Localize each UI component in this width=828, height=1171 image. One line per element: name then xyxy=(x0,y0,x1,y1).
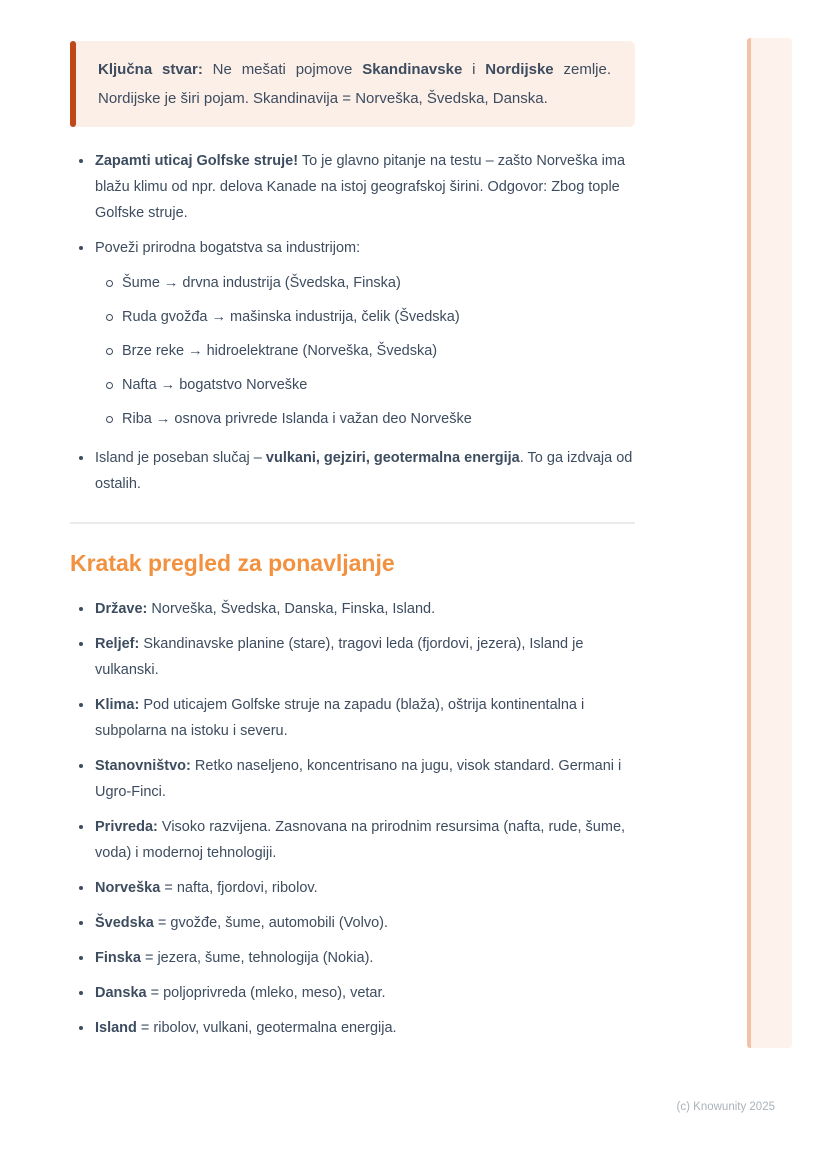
review-item-term: Države: xyxy=(95,601,148,617)
review-item-term: Danska xyxy=(95,985,147,1001)
review-list xyxy=(70,596,635,1041)
review-item-term: Norveška xyxy=(95,880,161,896)
review-item-text: = nafta, fjordovi, ribolov. xyxy=(160,880,318,896)
note-item-text: Island je poseban slučaj – xyxy=(95,450,266,466)
review-item-text: = poljoprivreda (mleko, meso), vetar. xyxy=(146,985,386,1001)
sub-item-text: Brze reke → hidroelektrane (Norveška, Švedska) xyxy=(122,343,438,359)
section-heading: Kratak pregled za ponavljanje xyxy=(70,550,395,576)
key-point-callout xyxy=(70,41,635,127)
sub-item-text: Riba → osnova privrede Islanda i važan deo Norveške xyxy=(122,411,472,427)
sub-item-text: Šume → drvna industrija (Švedska, Finska) xyxy=(122,275,401,291)
sub-item xyxy=(70,406,635,432)
review-item-text: = gvožđe, šume, automobili (Volvo). xyxy=(153,915,388,931)
review-item-text: Norveška, Švedska, Danska, Finska, Island. xyxy=(147,601,436,617)
note-item xyxy=(70,445,635,497)
review-item-term: Finska xyxy=(95,950,141,966)
note-item xyxy=(70,235,635,261)
review-item-term: Stanovništvo: xyxy=(95,758,191,774)
review-item-term: Klima: xyxy=(95,697,140,713)
review-item xyxy=(70,692,635,744)
note-item-text: To je glavno pitanje na testu – zašto Norveška ima blažu klimu od npr. delova Kanade na istoj geografskoj širini. Odgovor: Zbog tople Golfske struje. xyxy=(95,153,626,221)
callout-term-nordijske: Nordijske xyxy=(485,61,554,78)
review-item xyxy=(70,596,635,622)
review-item-term: Švedska xyxy=(95,915,154,931)
sub-item-text: Ruda gvožđa → mašinska industrija, čelik (Švedska) xyxy=(122,309,460,325)
review-item-text: Visoko razvijena. Zasnovana na prirodnim resursima (nafta, rude, šume, voda) i modernoj tehnologiji. xyxy=(95,819,626,861)
review-item-term: Reljef: xyxy=(95,636,140,652)
content-column xyxy=(70,41,635,1050)
callout-text: Ne mešati pojmove xyxy=(202,61,363,78)
review-item xyxy=(70,753,635,805)
review-item xyxy=(70,1015,635,1041)
notes-list xyxy=(70,148,635,497)
sub-item xyxy=(70,270,635,296)
sub-item-text: Nafta → bogatstvo Norveške xyxy=(122,377,308,393)
copyright-footer: (c) Knowunity 2025 xyxy=(676,1101,775,1113)
note-item-lead: Zapamti uticaj Golfske struje! xyxy=(95,153,299,169)
resources-sublist xyxy=(70,270,635,432)
review-item-term: Privreda: xyxy=(95,819,158,835)
review-item-text: Skandinavske planine (stare), tragovi leda (fjordovi, jezera), Island je vulkanski. xyxy=(95,636,584,678)
side-strip xyxy=(747,38,792,1048)
sub-item xyxy=(70,304,635,330)
review-item xyxy=(70,980,635,1006)
review-item xyxy=(70,875,635,901)
section-divider xyxy=(70,522,635,524)
callout-label: Ključna stvar: xyxy=(98,61,203,78)
review-item xyxy=(70,910,635,936)
review-item xyxy=(70,814,635,866)
review-item-text: = jezera, šume, tehnologija (Nokia). xyxy=(140,950,374,966)
callout-text: i xyxy=(462,61,486,78)
review-item xyxy=(70,631,635,683)
review-item-term: Island xyxy=(95,1020,137,1036)
note-item-bold: vulkani, gejziri, geotermalna energija xyxy=(265,450,520,466)
callout-term-skandinavske: Skandinavske xyxy=(362,61,463,78)
note-item-text: . To ga izdvaja od ostalih. xyxy=(95,450,633,492)
review-item xyxy=(70,945,635,971)
note-item-text: Poveži prirodna bogatstva sa industrijom: xyxy=(95,240,361,256)
sub-item xyxy=(70,372,635,398)
callout-text: zemlje. Nordijske je širi pojam. Skandinavija = Norveška, Švedska, Danska. xyxy=(98,61,611,107)
note-item xyxy=(70,148,635,226)
review-item-text: Pod uticajem Golfske struje na zapadu (blaža), oštrija kontinentalna i subpolarna na istoku i severu. xyxy=(95,697,585,739)
review-item-text: Retko naseljeno, koncentrisano na jugu, visok standard. Germani i Ugro-Finci. xyxy=(95,758,622,800)
sub-item xyxy=(70,338,635,364)
review-item-text: = ribolov, vulkani, geotermalna energija. xyxy=(136,1020,397,1036)
